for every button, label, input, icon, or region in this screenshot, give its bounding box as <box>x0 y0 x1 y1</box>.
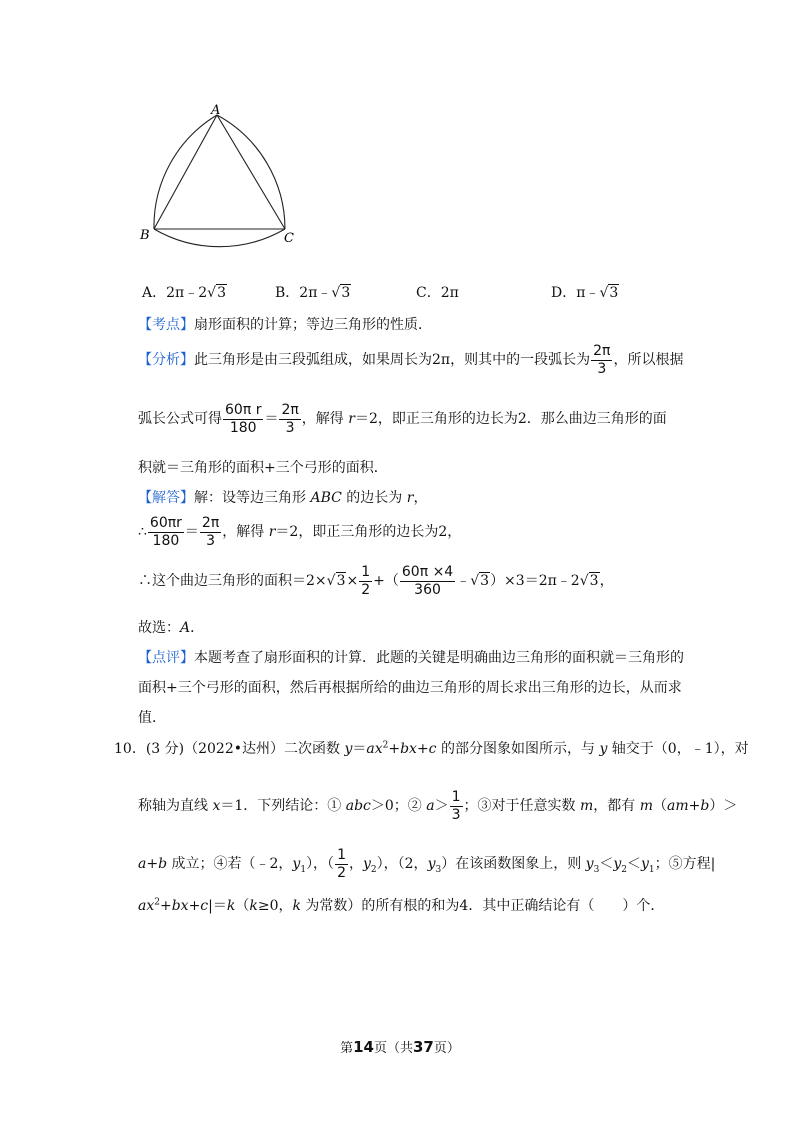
dianping-line-3: 值． <box>138 710 166 726</box>
option-a[interactable]: A．2π﹣2√3 <box>142 285 226 301</box>
fraction: $\frac{1}{3}$ <box>451 789 461 823</box>
sqrt-3: √3 <box>470 573 490 590</box>
dianping-line-2: 面积+三个弓形的面积，然后再根据所给的曲边三角形的周长求出三角形的边长，从而求 <box>138 680 682 696</box>
question-number: 10． <box>114 741 146 757</box>
q10-line-3: a+b 成立；④若（﹣2，$y_1$），（ $\frac{1}{2}$ ，$y_2$），（2，$y_3$）在该函数图象上，则 $y_3<y_2<y_1$；⑤方程| <box>138 847 716 881</box>
fraction: $\frac{1}{2}$ <box>361 564 371 598</box>
jieda-line-2: ∴ $\frac{60\pi r}{180}$ ＝ $\frac{2\pi}{3}$ ，解得 r＝2，即正三角形的边长为2， <box>138 515 462 549</box>
q10-line-4: $ax^2+bx+c|=k(k\ge 0$，k 为常数）的所有根的和为4．其中正确结论有（ ）个． <box>138 897 665 914</box>
page-footer: 第14页（共37页） <box>340 1038 460 1056</box>
fraction: $\frac{\text{60π r}}{180}$ <box>225 402 262 436</box>
sqrt-3: √3 <box>326 573 346 590</box>
sqrt-3: √3 <box>579 573 599 590</box>
fraction: $\frac{2\pi}{3}$ <box>281 402 299 436</box>
arc-bc <box>154 229 285 247</box>
fraction: $\frac{2\pi}{3}$ <box>593 343 611 377</box>
dianping-tag: 【点评】 <box>138 650 194 666</box>
kaodian-tag: 【考点】 <box>138 317 194 333</box>
sqrt-3: √3 <box>599 285 619 301</box>
fenxi-tag: 【分析】 <box>138 352 194 369</box>
sqrt-3: √3 <box>331 285 351 301</box>
page-number: 14 <box>353 1038 374 1056</box>
option-b[interactable]: B．2π﹣√3 <box>275 285 351 301</box>
fenxi-line-2: 弧长公式可得 $\frac{\text{60π r}}{180}$ ＝ $\frac{2\pi}{3}$ ，解得 r＝2，即正三角形的边长为2．那么曲边三角形的面 <box>138 402 667 436</box>
fenxi-line-1: 【分析】此三角形是由三段弧组成，如果周长为2π，则其中的一段弧长为 $\frac{2\pi}{3}$ ，所以根据 <box>138 343 684 377</box>
fenxi-line-3: 积就＝三角形的面积+三个弓形的面积． <box>138 460 388 476</box>
jieda-line-3: ∴这个曲边三角形的面积＝2×√3× $\frac{1}{2}$ +（ $\frac{60\pi \times 4}{360}$ ﹣√3）×3＝2π﹣2√3， <box>138 564 614 598</box>
side-ab <box>154 115 217 229</box>
fraction: $\frac{60\pi r}{180}$ <box>149 515 182 549</box>
q10-line-2: 称轴为直线 x＝1．下列结论：① abc＞0；② a＞ $\frac{1}{3}$ ；③对于任意实数 m，都有 m（am+b）＞ <box>138 789 738 823</box>
kaodian-line: 【考点】扇形面积的计算；等边三角形的性质． <box>138 317 432 333</box>
jieda-line-4: 故选：A． <box>138 620 205 636</box>
sqrt-3: √3 <box>207 285 226 301</box>
q10-line-1: 10．(3 分)（2022•达州）二次函数 $y=ax^2+bx+c$ 的部分图象如图所示，与 y 轴交于（0，﹣1），对 <box>114 740 749 757</box>
jieda-tag: 【解答】 <box>138 490 194 506</box>
dianping-line-1: 【点评】本题考查了扇形面积的计算．此题的关键是明确曲边三角形的面积就＝三角形的 <box>138 650 684 666</box>
option-c[interactable]: C．2π <box>416 285 459 301</box>
option-d[interactable]: D．π﹣√3 <box>551 285 619 301</box>
fraction: $\frac{1}{2}$ <box>337 847 346 881</box>
fraction: $\frac{2\pi}{3}$ <box>201 515 220 549</box>
fraction: $\frac{60\pi \times 4}{360}$ <box>401 564 454 598</box>
vertex-label-b: B <box>140 228 150 243</box>
vertex-label-a: A <box>211 103 221 118</box>
total-pages: 37 <box>413 1038 434 1056</box>
side-ac <box>217 115 285 229</box>
vertex-label-c: C <box>284 231 294 246</box>
reuleaux-triangle-figure <box>135 98 305 258</box>
jieda-line-1: 【解答】解：设等边三角形 ABC 的边长为 r， <box>138 490 428 506</box>
